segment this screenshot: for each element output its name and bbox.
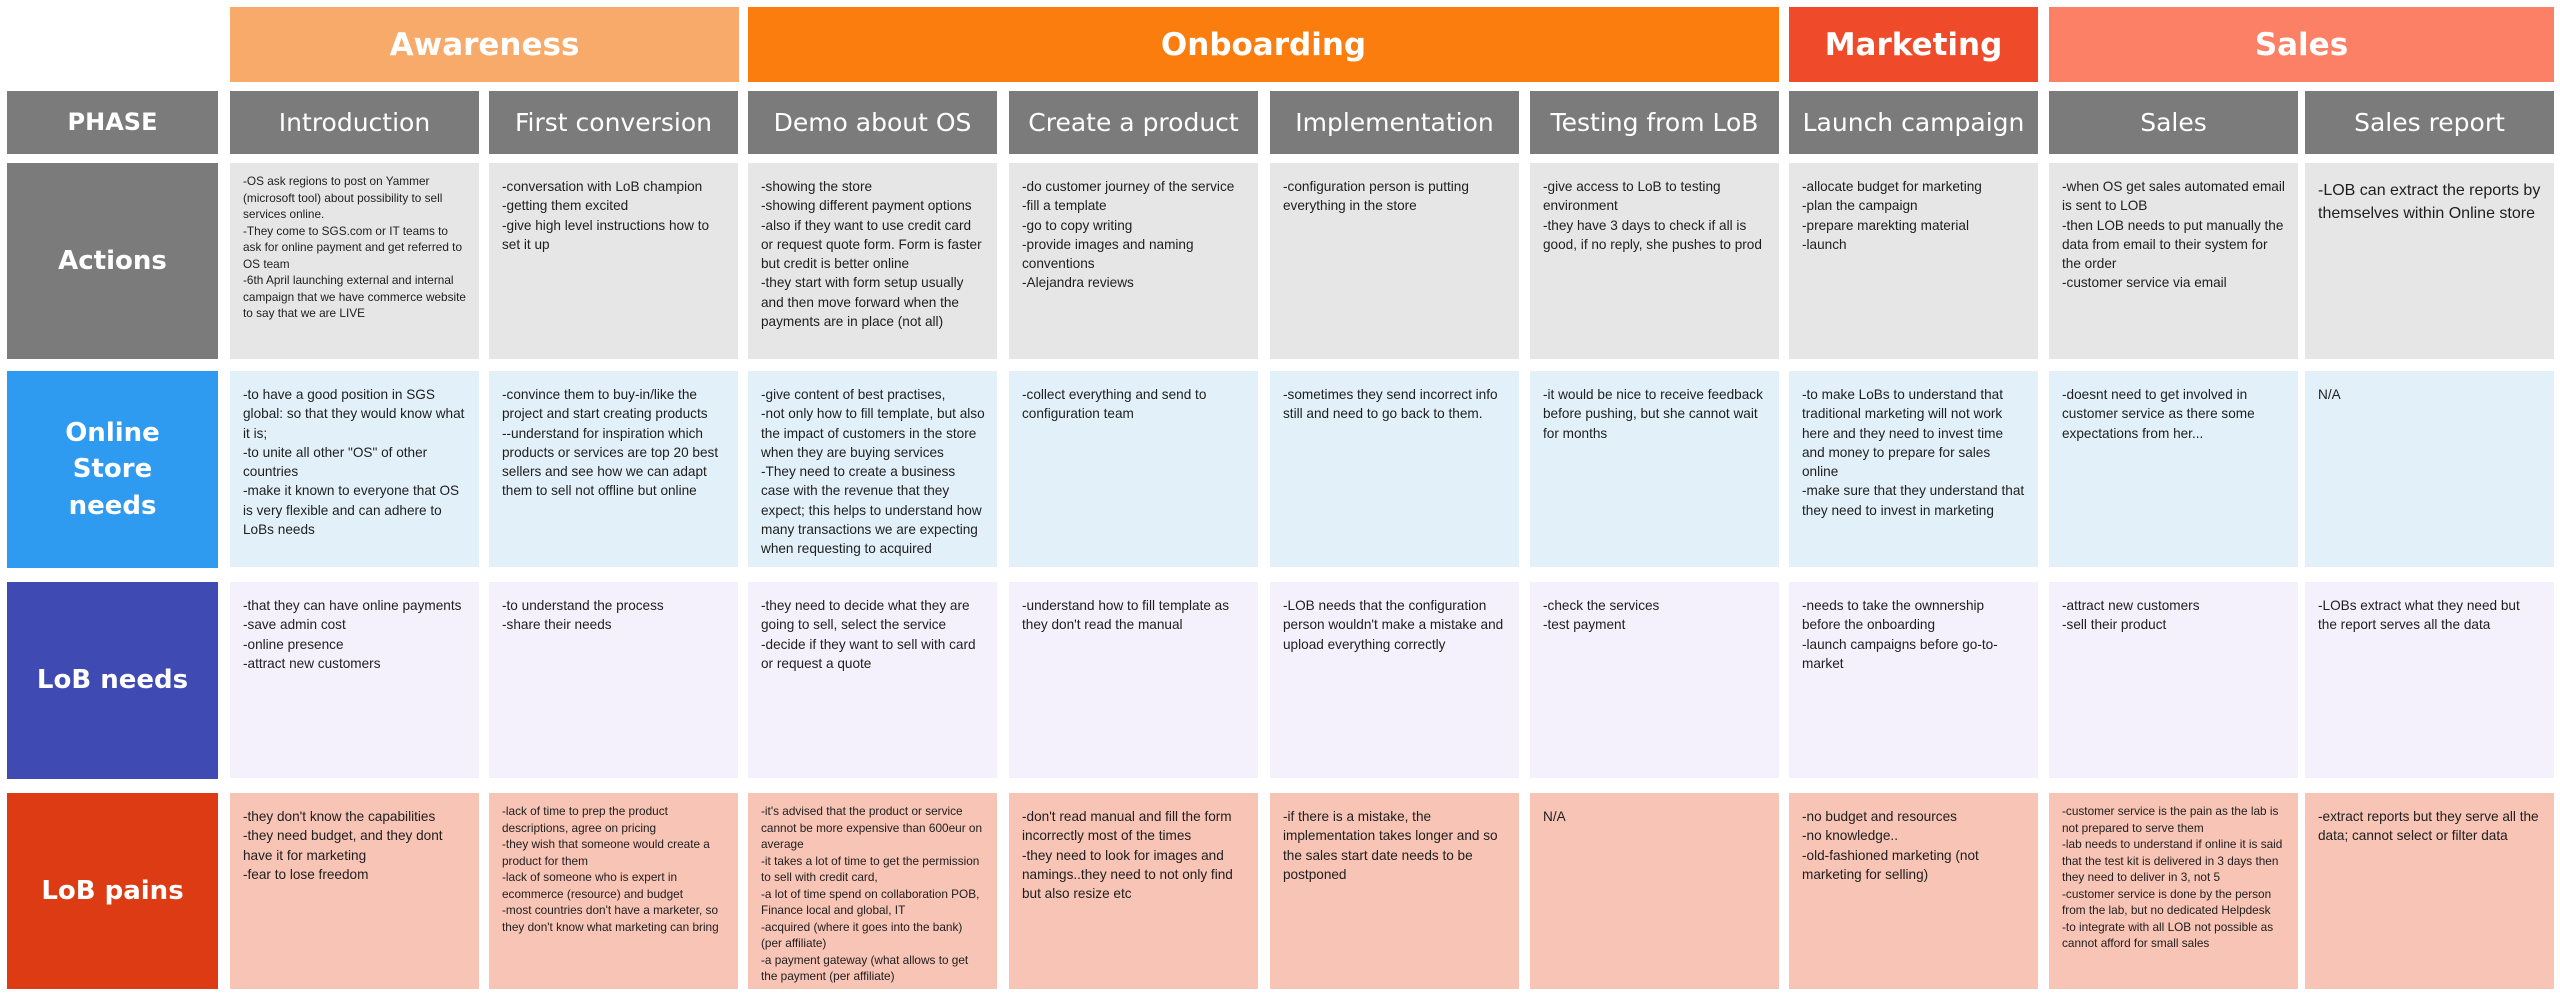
actions-note-create-a-product: -do customer journey of the service -fill a template -go to copy writing -provide images and naming conventions -Alejandra reviews [1009, 163, 1258, 359]
lob-pains-note-testing-from-lob: N/A [1530, 793, 1779, 989]
column-header-first-conversion: First conversion [489, 91, 738, 154]
lob-pains-note-sales-report: -extract reports but they serve all the data; cannot select or filter data [2305, 793, 2554, 989]
lob-pains-note-implementation: -if there is a mistake, the implementation takes longer and so the sales start date needs to be postponed [1270, 793, 1519, 989]
store-needs-note-demo-about-os: -give content of best practises, -not only how to fill template, but also the impact of customers in the store when they are buying services -They need to create a business case with the revenue that they expect; this helps to understand how many transactions we are expecting when requesting to acquired [748, 371, 997, 567]
actions-note-introduction: -OS ask regions to post on Yammer (microsoft tool) about possibility to sell services online. -They come to SGS.com or IT teams to ask for online payment and get referred to OS team -6th April launching external and internal campaign that we have commerce website to say that we are LIVE [230, 163, 479, 359]
store-needs-note-sales-report: N/A [2305, 371, 2554, 567]
lob-pains-note-create-a-product: -don't read manual and fill the form incorrectly most of the times -they need to look for images and namings..they need to not only find but also resize etc [1009, 793, 1258, 989]
column-header-launch-campaign: Launch campaign [1789, 91, 2038, 154]
phase-awareness: Awareness [230, 7, 739, 82]
lob-pains-note-first-conversion: -lack of time to prep the product descriptions, agree on pricing -they wish that someone would create a product for them -lack of someone who is expert in ecommerce (resource) and budget -most countries don't have a marketer, so they don't know what marketing can bring [489, 793, 738, 989]
actions-note-testing-from-lob: -give access to LoB to testing environment -they have 3 days to check if all is good, if no reply, she pushes to prod [1530, 163, 1779, 359]
actions-note-sales-report: -LOB can extract the reports by themselves within Online store [2305, 163, 2554, 359]
store-needs-note-create-a-product: -collect everything and send to configuration team [1009, 371, 1258, 567]
lob-needs-note-implementation: -LOB needs that the configuration person wouldn't make a mistake and upload everything correctly [1270, 582, 1519, 778]
lob-needs-note-first-conversion: -to understand the process -share their needs [489, 582, 738, 778]
lob-needs-note-sales-report: -LOBs extract what they need but the report serves all the data [2305, 582, 2554, 778]
store-needs-note-first-conversion: -convince them to buy-in/like the project and start creating products --understand for inspiration which products or services are top 20 best sellers and see how we can adapt them to sell not offline but online [489, 371, 738, 567]
phase-marketing: Marketing [1789, 7, 2038, 82]
lob-needs-note-demo-about-os: -they need to decide what they are going to sell, select the service -decide if they want to sell with card or request a quote [748, 582, 997, 778]
column-header-introduction: Introduction [230, 91, 479, 154]
store-needs-note-launch-campaign: -to make LoBs to understand that traditional marketing will not work here and they need to invest time and money to prepare for sales online -make sure that they understand that they need to invest in marketing [1789, 371, 2038, 567]
column-header-testing-from-lob: Testing from LoB [1530, 91, 1779, 154]
column-header-demo-about-os: Demo about OS [748, 91, 997, 154]
row-label-phase: PHASE [7, 91, 218, 154]
actions-note-demo-about-os: -showing the store -showing different payment options -also if they want to use credit card or request quote form. Form is faster but credit is better online -they start with form setup usually and then move forward when the payments are in place (not all) [748, 163, 997, 359]
row-label-lob-needs: LoB needs [7, 582, 218, 779]
lob-pains-note-sales: -customer service is the pain as the lab is not prepared to serve them -lab needs to understand if online it is said that the test kit is delivered in 3 days then they need to deliver in 3, not 5 -customer service is done by the person from the lab, but no dedicated Helpdesk -to integrate with all LOB not possible as cannot afford for small sales [2049, 793, 2298, 989]
row-label-actions: Actions [7, 163, 218, 359]
actions-note-sales: -when OS get sales automated email is sent to LOB -then LOB needs to put manually the data from email to their system for the order -customer service via email [2049, 163, 2298, 359]
row-label-store-needs: Online Store needs [7, 371, 218, 568]
store-needs-note-testing-from-lob: -it would be nice to receive feedback before pushing, but she cannot wait for months [1530, 371, 1779, 567]
column-header-create-a-product: Create a product [1009, 91, 1258, 154]
phase-onboarding: Onboarding [748, 7, 1779, 82]
lob-needs-note-introduction: -that they can have online payments -save admin cost -online presence -attract new customers [230, 582, 479, 778]
actions-note-first-conversion: -conversation with LoB champion -getting them excited -give high level instructions how to set it up [489, 163, 738, 359]
lob-needs-note-sales: -attract new customers -sell their product [2049, 582, 2298, 778]
lob-needs-note-launch-campaign: -needs to take the ownnership before the onboarding -launch campaigns before go-to-market [1789, 582, 2038, 778]
actions-note-launch-campaign: -allocate budget for marketing -plan the campaign -prepare marekting material -launch [1789, 163, 2038, 359]
lob-pains-note-introduction: -they don't know the capabilities -they need budget, and they dont have it for marketing -fear to lose freedom [230, 793, 479, 989]
store-needs-note-sales: -doesnt need to get involved in customer service as there some expectations from her... [2049, 371, 2298, 567]
column-header-sales: Sales [2049, 91, 2298, 154]
lob-pains-note-demo-about-os: -it's advised that the product or service cannot be more expensive than 600eur on average -it takes a lot of time to get the permission to sell with credit card, -a lot of time spend on collaboration POB, Finance local and global, IT -acquired (where it goes into the bank) (per affiliate) -a payment gateway (what allows to get the payment (per affiliate) [748, 793, 997, 989]
phase-sales: Sales [2049, 7, 2554, 82]
lob-needs-note-create-a-product: -understand how to fill template as they don't read the manual [1009, 582, 1258, 778]
store-needs-note-implementation: -sometimes they send incorrect info still and need to go back to them. [1270, 371, 1519, 567]
column-header-sales-report: Sales report [2305, 91, 2554, 154]
lob-pains-note-launch-campaign: -no budget and resources -no knowledge.. -old-fashioned marketing (not marketing for selling) [1789, 793, 2038, 989]
row-label-lob-pains: LoB pains [7, 793, 218, 989]
store-needs-note-introduction: -to have a good position in SGS global: so that they would know what it is; -to unite all other "OS" of other countries -make it known to everyone that OS is very flexible and can adhere to LoBs needs [230, 371, 479, 567]
actions-note-implementation: -configuration person is putting everything in the store [1270, 163, 1519, 359]
lob-needs-note-testing-from-lob: -check the services -test payment [1530, 582, 1779, 778]
column-header-implementation: Implementation [1270, 91, 1519, 154]
